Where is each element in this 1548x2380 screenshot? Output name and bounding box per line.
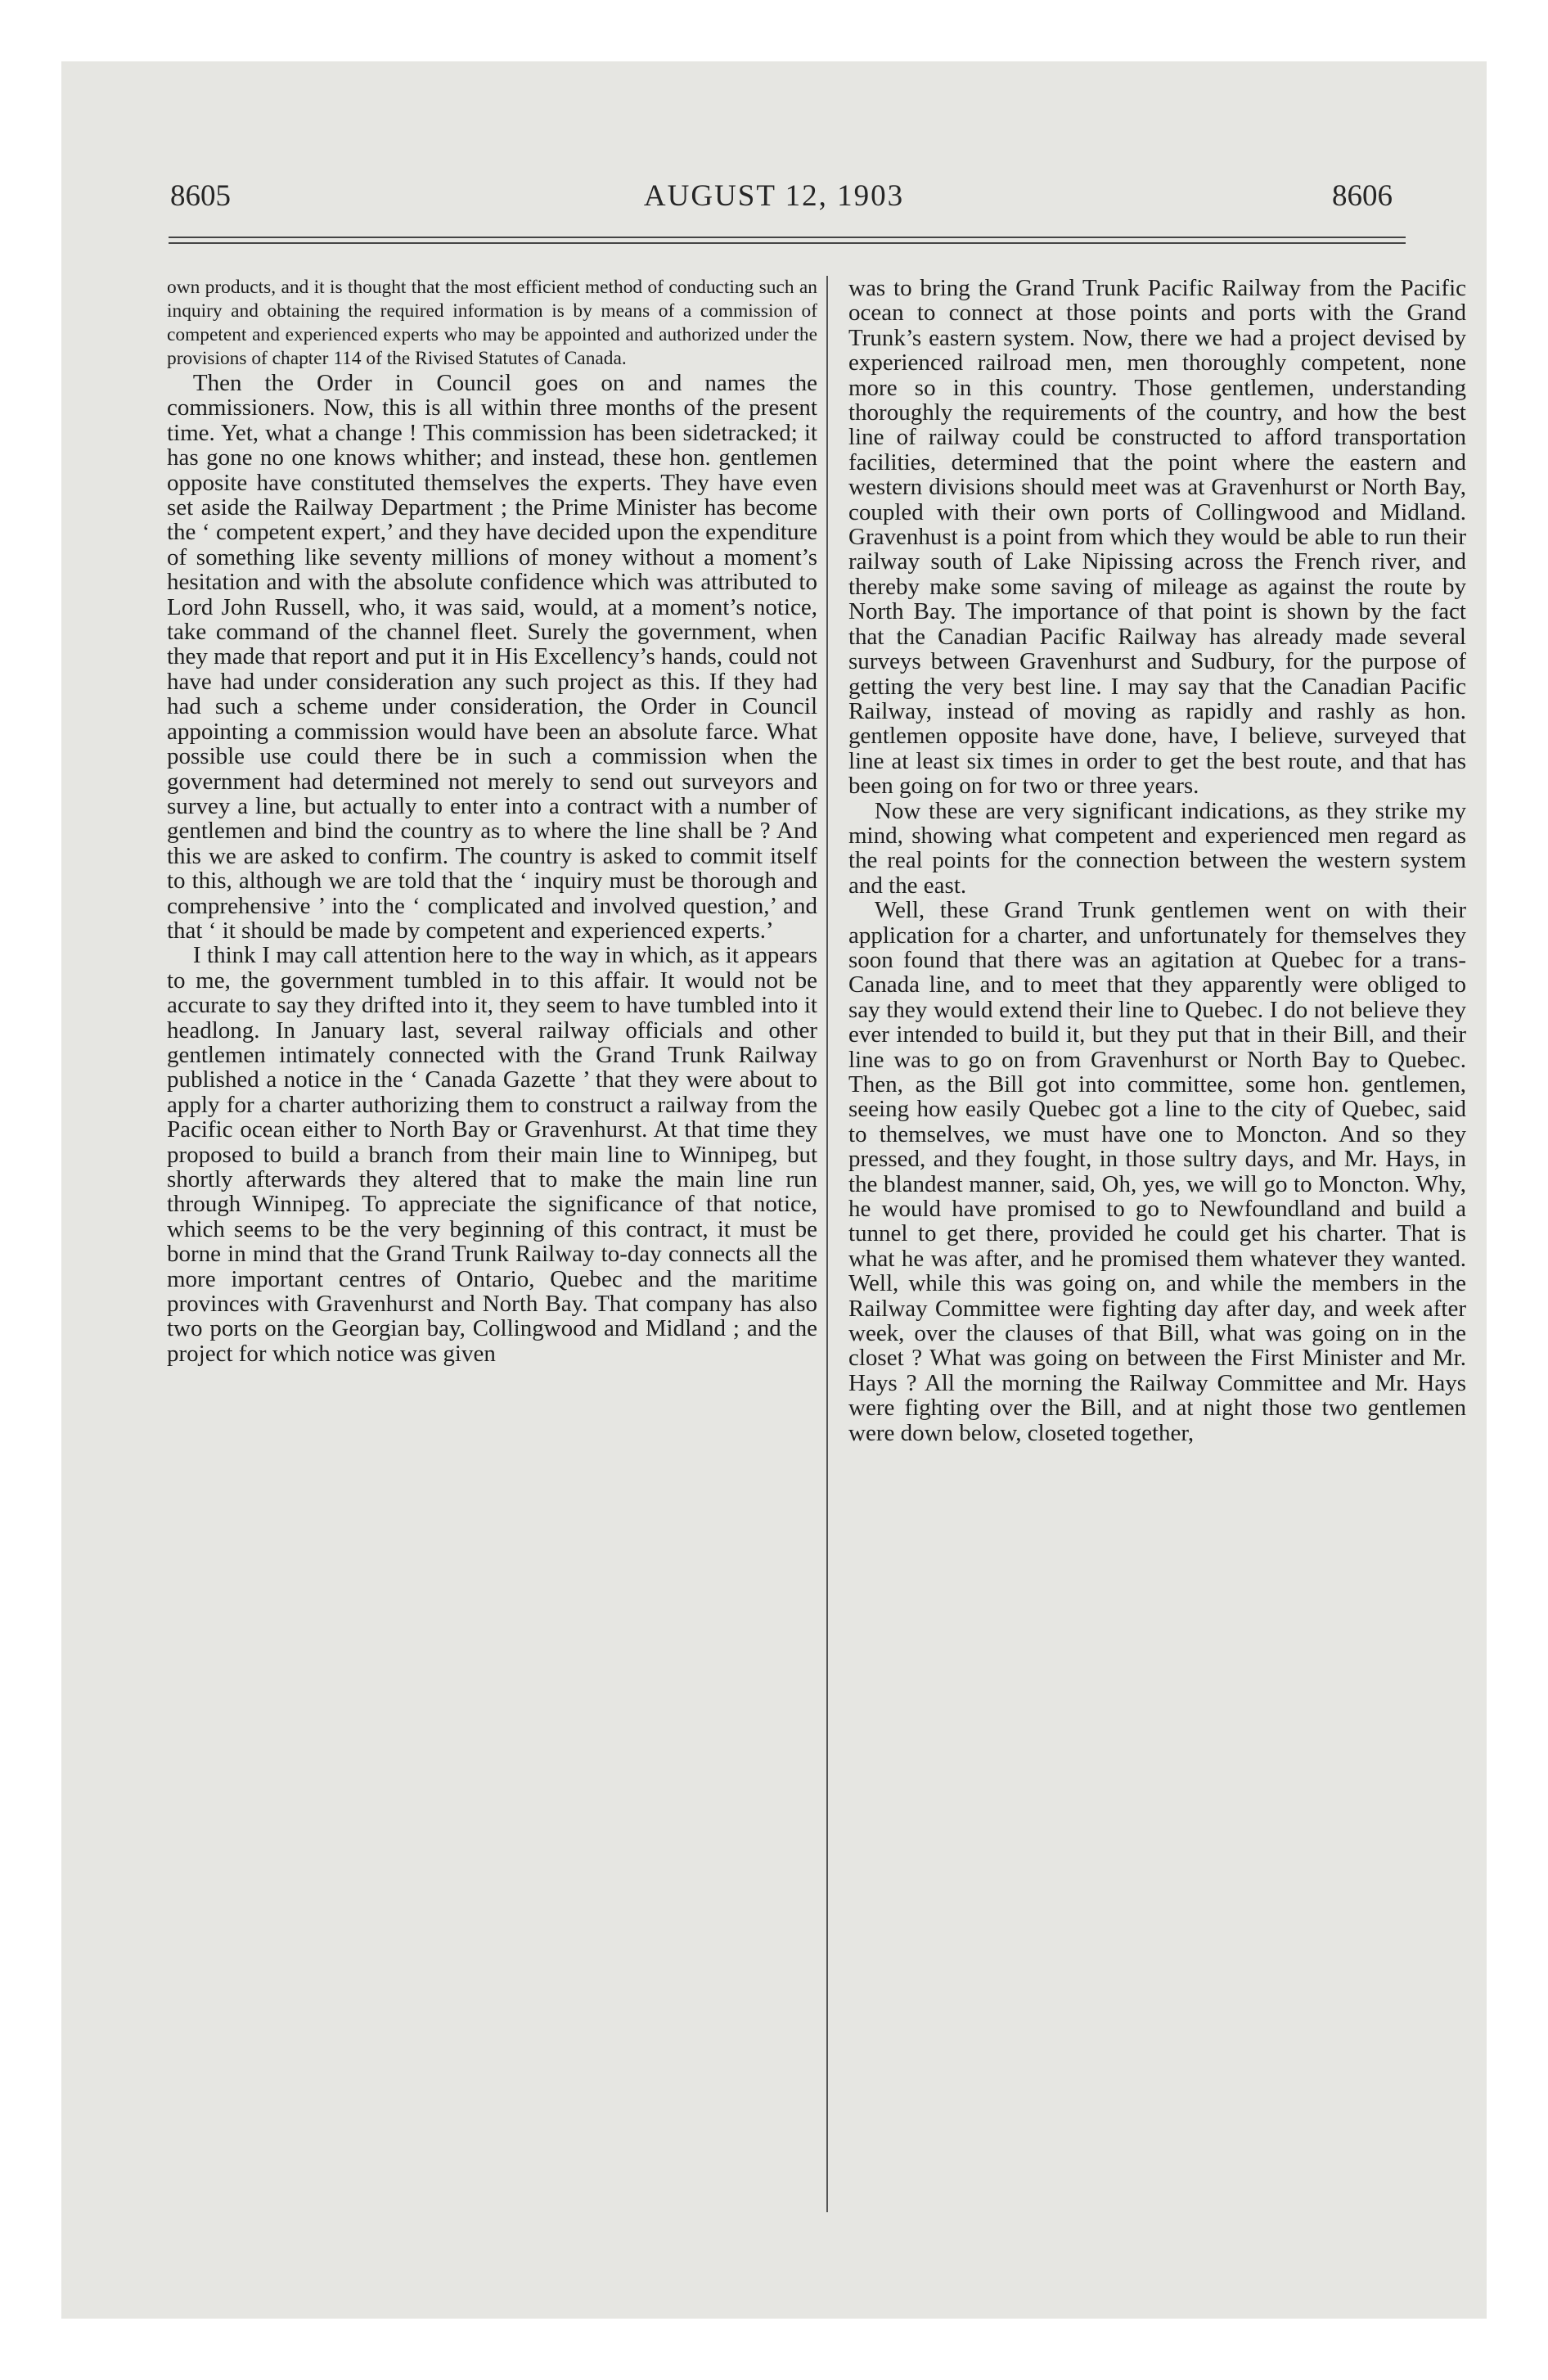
header-rule-top <box>169 237 1406 238</box>
left-page-number: 8605 <box>170 179 231 213</box>
left-paragraph-2: I think I may call attention here to the way in which, as it appears to me, the government tumbled in to this affair. It would not be accurate to say they drifted into it, they seem to have tumbled into it headlong. In January last, several railway officials and other gentlemen intimately connected with the Grand Trunk Railway published a notice in the ‘ Canada Gazette ’ that they were about to apply for a charter authorizing them to construct a railway from the Pacific ocean either to North Bay or Gravenhurst. At that time they proposed to build a branch from their main line to Winnipeg, but shortly afterwards they altered that to make the main line run through Winnipeg. To appreciate the significance of that notice, which seems to be the very beginning of this contract, it must be borne in mind that the Grand Trunk Railway to-day connects all the more important centres of Ontario, Quebec and the maritime provinces with Gravenhurst and North Bay. That company has also two ports on the Georgian bay, Collingwood and Midland ; and the project for which notice was given <box>167 942 817 1367</box>
left-paragraph-1: Then the Order in Council goes on and names the commissioners. Now, this is all within three months of the present time. Yet, what a change ! This commission has been sidetracked; it has gone no one knows whither; and instead, these hon. gentlemen opposite have constituted themselves the experts. They have even set aside the Railway Department ; the Prime Minister has become the ‘ competent expert,’ and they have decided upon the expenditure of something like seventy millions of money without a moment’s hesitation and with the absolute confidence which was attributed to Lord John Russell, who, it was said, would, at a moment’s notice, take command of the channel fleet. Surely the government, when they made that report and put it in His Excellency’s hands, could not have had under consideration any such project as this. If they had had such a scheme under consideration, the Order in Council appointing a commission would have been an absolute farce. What possible use could there be in such a commission when the government had determined not merely to send out surveyors and survey a line, but actually to enter into a contract with a number of gentlemen and bind the country as to where the line shall be ? And this we are asked to confirm. The country is asked to commit itself to this, although we are told that the ‘ inquiry must be thorough and comprehensive ’ into the ‘ complicated and involved question,’ and that ‘ it should be made by competent and experienced experts.’ <box>167 370 817 944</box>
right-paragraph-3: Well, these Grand Trunk gentlemen went on with their application for a charter, and unfortunately for themselves they soon found that there was an agitation at Quebec for a trans-Canada line, and to meet that they apparently were obliged to say they would extend their line to Quebec. I do not believe they ever intended to build it, but they put that in their Bill, and their line was to go on from Gravenhurst or North Bay to Quebec. Then, as the Bill got into committee, some hon. gentlemen, seeing how easily Quebec got a line to the city of Quebec, said to themselves, we must have one to Moncton. And so they pressed, and they fought, in those sultry days, and Mr. Hays, in the blandest manner, said, Oh, yes, we will go to Moncton. Why, he would have promised to go to Newfoundland and build a tunnel to get there, provided he could get his charter. That is what he was after, and he promised them whatever they wanted. Well, while this was going on, and while the members in the Railway Committee were fighting day after day, and week after week, over the clauses of that Bill, what was going on in the closet ? What was going on between the First Minister and Mr. Hays ? All the morning the Railway Committee and Mr. Hays were fighting over the Bill, and at night those two gentlemen were down below, closeted together, <box>848 897 1466 1446</box>
page-date-heading: AUGUST 12, 1903 <box>643 179 905 213</box>
header-rule-bottom <box>169 242 1406 244</box>
quoted-order-text: own products, and it is thought that the most efficient method of conducting such an inquiry and obtaining the required information is by means of a commission of competent and experienced experts who may be appointed and authorized under the provisions of chapter 114 of the Rivised Statutes of Canada. <box>167 277 817 369</box>
scanned-page <box>61 61 1487 2319</box>
right-paragraph-2: Now these are very significant indications, as they strike my mind, showing what competent and experienced men regard as the real points for the connection between the western system and the east. <box>848 797 1466 899</box>
right-paragraph-1: was to bring the Grand Trunk Pacific Railway from the Pacific ocean to connect at those points and ports with the Grand Trunk’s eastern system. Now, there we had a project devised by experienced railroad men, men thoroughly competent, none more so in this country. Those gentlemen, understanding thoroughly the requirements of the country, and how the best line of railway could be constructed to afford transportation facilities, determined that the point where the eastern and western divisions should meet was at Gravenhurst or North Bay, coupled with their own ports of Collingwood and Midland. Gravenhust is a point from which they would be able to run their railway south of Lake Nipissing across the French river, and thereby make some saving of mileage as against the route by North Bay. The importance of that point is shown by the fact that the Canadian Pacific Railway has already made several surveys between Gravenhurst and Sudbury, for the purpose of getting the very best line. I may say that the Canadian Pacific Railway, instead of moving as rapidly and rashly as hon. gentlemen opposite have done, have, I believe, surveyed that line at least six times in order to get the best route, and that has been going on for two or three years. <box>848 276 1466 800</box>
right-page-number: 8606 <box>1332 179 1393 213</box>
left-column <box>167 276 817 2212</box>
left-column-body <box>167 371 817 1366</box>
quoted-order-excerpt <box>167 276 817 371</box>
right-column-body <box>848 276 1466 1445</box>
column-divider <box>826 276 828 2212</box>
right-column <box>848 276 1466 2212</box>
